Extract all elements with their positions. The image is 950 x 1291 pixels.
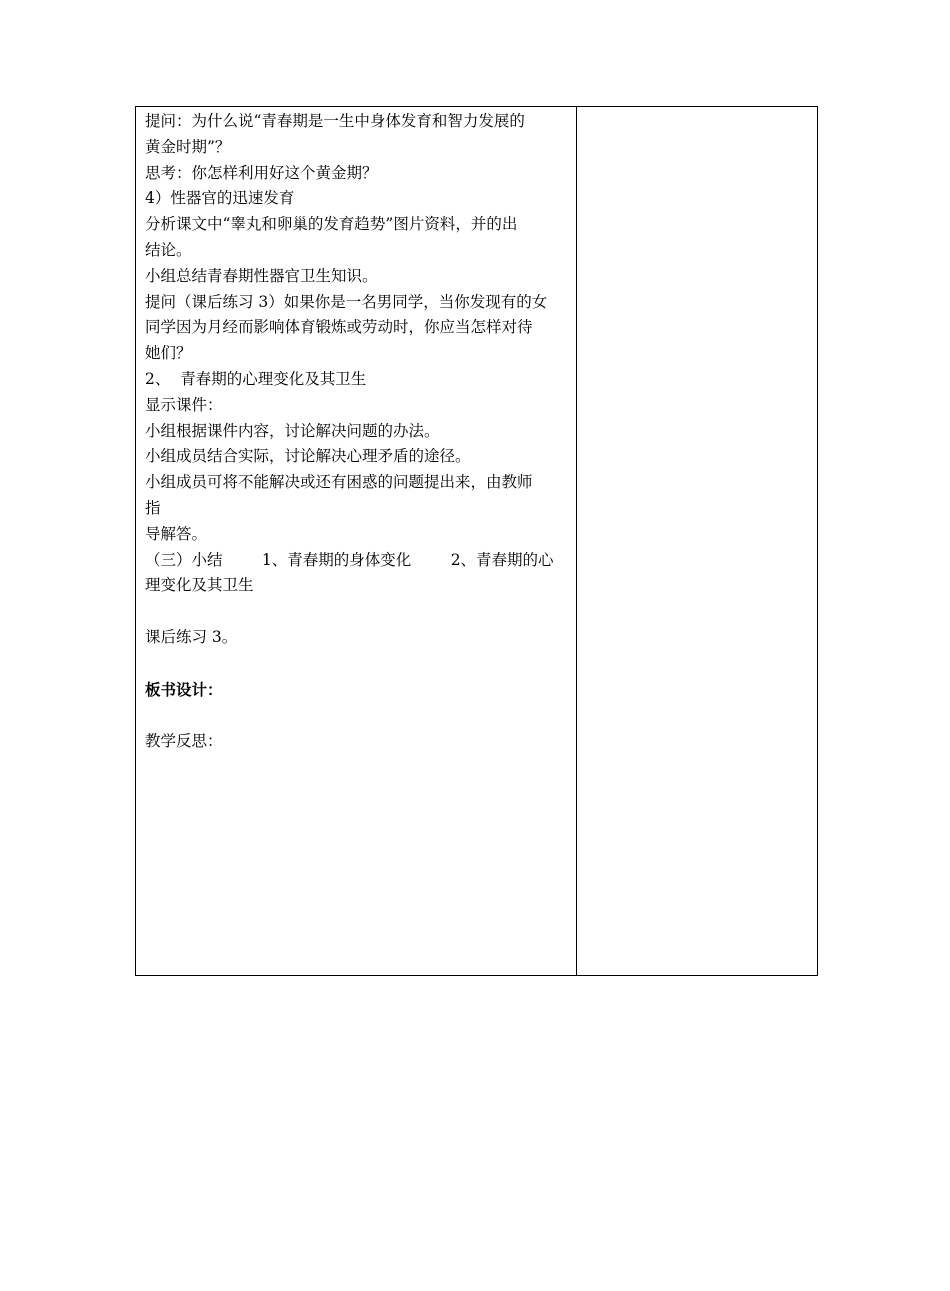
text-line: 小组根据课件内容，讨论解决问题的办法。 (145, 421, 440, 440)
text-line: 小组成员结合实际，讨论解决心理矛盾的途径。 (145, 447, 471, 466)
section-heading: 2、 青春期的心理变化及其卫生 (145, 369, 367, 388)
text-line: 思考：你怎样利用好这个黄金期？ (145, 163, 378, 182)
lesson-table (135, 106, 818, 976)
board-design-label: 板书设计： (145, 679, 223, 699)
spacer (145, 703, 572, 729)
text-line: 4）性器官的迅速发育 (145, 189, 295, 208)
spacer (145, 599, 572, 625)
teaching-reflection-label: 教学反思： (145, 731, 223, 750)
summary-line: （三）小结 1、青春期的身体变化 2、青春期的心 (145, 550, 554, 569)
text-line: 她们？ (145, 344, 192, 363)
text-line: 显示课件： (145, 395, 223, 414)
text-line: 提问：为什么说“青春期是一生中身体发育和智力发展的 (145, 112, 525, 130)
text-line: 导解答。 (145, 524, 208, 543)
text-line: 指 (145, 498, 161, 517)
lesson-content-cell (136, 107, 577, 975)
notes-cell (577, 107, 817, 975)
text-line: 结论。 (145, 240, 192, 259)
text-line: 黄金时期”？ (145, 137, 231, 156)
homework-line: 课后练习 3。 (145, 628, 238, 647)
text-line: 分析课文中“睾丸和卵巢的发育趋势”图片资料，并的出 (145, 215, 518, 234)
text-line: 小组成员可将不能解决或还有困惑的问题提出来，由教师 (145, 473, 533, 492)
text-line: 提问（课后练习 3）如果你是一名男同学，当你发现有的女 (145, 292, 548, 311)
summary-line: 理变化及其卫生 (145, 576, 254, 595)
text-line: 同学因为月经而影响体育锻炼或劳动时，你应当怎样对待 (145, 318, 533, 337)
spacer (145, 651, 572, 677)
text-line: 小组总结青春期性器官卫生知识。 (145, 266, 378, 285)
